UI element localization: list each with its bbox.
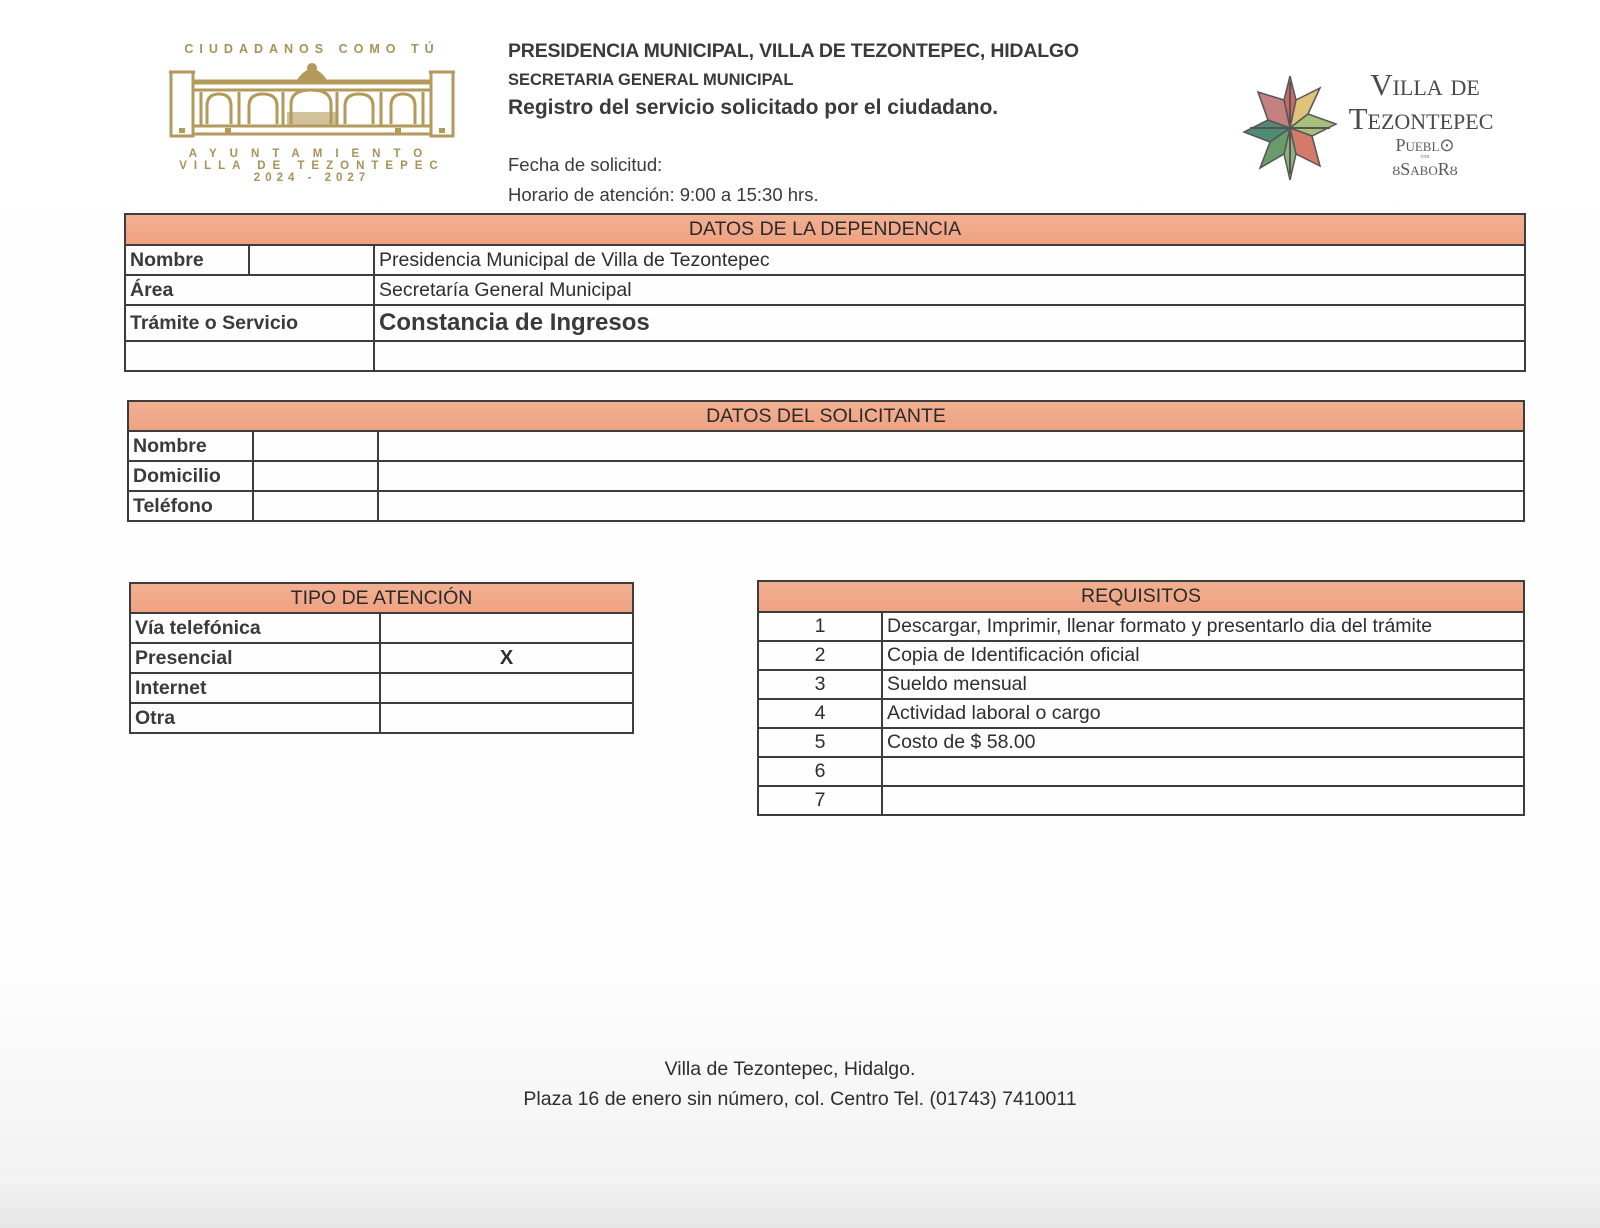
- tipo-atencion-table: [129, 582, 634, 734]
- req-number: 7: [758, 786, 882, 815]
- table-row: [125, 275, 1525, 305]
- req-text: [882, 757, 1524, 786]
- tipo-telefonica-mark[interactable]: [380, 613, 633, 643]
- header-title: PRESIDENCIA MUNICIPAL, VILLA DE TEZONTEPEC, HIDALGO: [508, 40, 1079, 62]
- document-footer: [0, 1054, 1600, 1114]
- dep-empty-label[interactable]: [125, 341, 374, 371]
- table-row: [758, 786, 1524, 815]
- brand-line-tezontepec: Tezontepec: [1348, 101, 1494, 136]
- req-text: Descargar, Imprimir, llenar formato y presentarlo dia del trámite: [882, 612, 1524, 641]
- req-text: Costo de $ 58.00: [882, 728, 1524, 757]
- dependencia-heading: DATOS DE LA DEPENDENCIA: [125, 214, 1525, 245]
- sol-nombre-field-2[interactable]: [378, 431, 1524, 461]
- dep-nombre-value: Presidencia Municipal de Villa de Tezontepec: [374, 245, 1525, 275]
- table-row: [758, 641, 1524, 670]
- dep-tramite-value: Constancia de Ingresos: [374, 305, 1525, 341]
- dep-area-label: Área: [125, 275, 374, 305]
- dep-empty-value[interactable]: [374, 341, 1525, 371]
- brand-line-con: con: [1420, 154, 1430, 160]
- table-row: [130, 643, 633, 673]
- tipo-presencial-label: Presencial: [130, 643, 380, 673]
- table-row: [130, 703, 633, 733]
- requisitos-table: [757, 580, 1525, 816]
- table-row: [758, 670, 1524, 699]
- table-row: [758, 728, 1524, 757]
- sol-domicilio-label: Domicilio: [128, 461, 253, 491]
- villa-tezontepec-logo: [1242, 68, 1512, 193]
- table-row: [758, 699, 1524, 728]
- table-row: [125, 305, 1525, 341]
- table-row: [128, 491, 1524, 521]
- sol-nombre-label: Nombre: [128, 431, 253, 461]
- dep-tramite-label: Trámite o Servicio: [125, 305, 374, 341]
- palace-building-icon: [167, 62, 457, 140]
- brand-wordmark: [1340, 68, 1510, 178]
- dep-area-value: Secretaría General Municipal: [374, 275, 1525, 305]
- table-row: [128, 431, 1524, 461]
- solicitante-heading: DATOS DEL SOLICITANTE: [128, 401, 1524, 431]
- logo-villa: VILLA DE TEZONTEPEC: [179, 160, 445, 172]
- tipo-presencial-mark[interactable]: X: [380, 643, 633, 673]
- req-number: 3: [758, 670, 882, 699]
- table-row: [130, 673, 633, 703]
- footer-address: Plaza 16 de enero sin número, col. Centro Tel. (01743) 7410011: [523, 1088, 1077, 1110]
- tipo-internet-mark[interactable]: [380, 673, 633, 703]
- tipo-telefonica-label: Vía telefónica: [130, 613, 380, 643]
- sol-telefono-label: Teléfono: [128, 491, 253, 521]
- req-text: Actividad laboral o cargo: [882, 699, 1524, 728]
- requisitos-heading: REQUISITOS: [758, 581, 1524, 612]
- sol-domicilio-field-1[interactable]: [253, 461, 378, 491]
- table-row: [758, 612, 1524, 641]
- sol-nombre-field-1[interactable]: [253, 431, 378, 461]
- brand-line-villa: Villa de: [1370, 67, 1480, 102]
- sol-telefono-field-2[interactable]: [378, 491, 1524, 521]
- dep-nombre-label: Nombre: [125, 245, 249, 275]
- table-row: [758, 757, 1524, 786]
- brand-line-sabor: ȣSaboRȣ: [1392, 159, 1458, 179]
- tipo-otra-mark[interactable]: [380, 703, 633, 733]
- tipo-internet-label: Internet: [130, 673, 380, 703]
- sol-telefono-field-1[interactable]: [253, 491, 378, 521]
- table-row: [130, 613, 633, 643]
- form-title: Registro del servicio solicitado por el ciudadano.: [508, 96, 999, 119]
- solicitante-table: [127, 400, 1525, 522]
- fecha-solicitud-label: Fecha de solicitud:: [508, 154, 663, 175]
- req-number: 5: [758, 728, 882, 757]
- table-row: [125, 341, 1525, 371]
- flower-emblem-icon: [1242, 74, 1338, 182]
- req-number: 1: [758, 612, 882, 641]
- ayuntamiento-logo: [162, 42, 462, 197]
- dependencia-table: [124, 213, 1526, 372]
- tipo-otra-label: Otra: [130, 703, 380, 733]
- req-text: Sueldo mensual: [882, 670, 1524, 699]
- brand-line-pueblo: Puebl⊙: [1395, 135, 1455, 155]
- logo-ayuntamiento: AYUNTAMIENTO: [188, 148, 436, 160]
- tipo-atencion-heading: TIPO DE ATENCIÓN: [130, 583, 633, 613]
- req-text: Copia de Identificación oficial: [882, 641, 1524, 670]
- req-number: 4: [758, 699, 882, 728]
- horario-atencion: Horario de atención: 9:00 a 15:30 hrs.: [508, 184, 819, 205]
- req-number: 6: [758, 757, 882, 786]
- sol-domicilio-field-2[interactable]: [378, 461, 1524, 491]
- logo-years: 2024 - 2027: [253, 172, 371, 184]
- req-text: [882, 786, 1524, 815]
- logo-motto: CIUDADANOS COMO TÚ: [184, 42, 440, 56]
- document-header: [508, 40, 1079, 206]
- table-row: [125, 245, 1525, 275]
- dep-nombre-extra: [249, 245, 374, 275]
- footer-city: Villa de Tezontepec, Hidalgo.: [664, 1058, 916, 1080]
- header-subtitle: SECRETARIA GENERAL MUNICIPAL: [508, 71, 794, 89]
- req-number: 2: [758, 641, 882, 670]
- table-row: [128, 461, 1524, 491]
